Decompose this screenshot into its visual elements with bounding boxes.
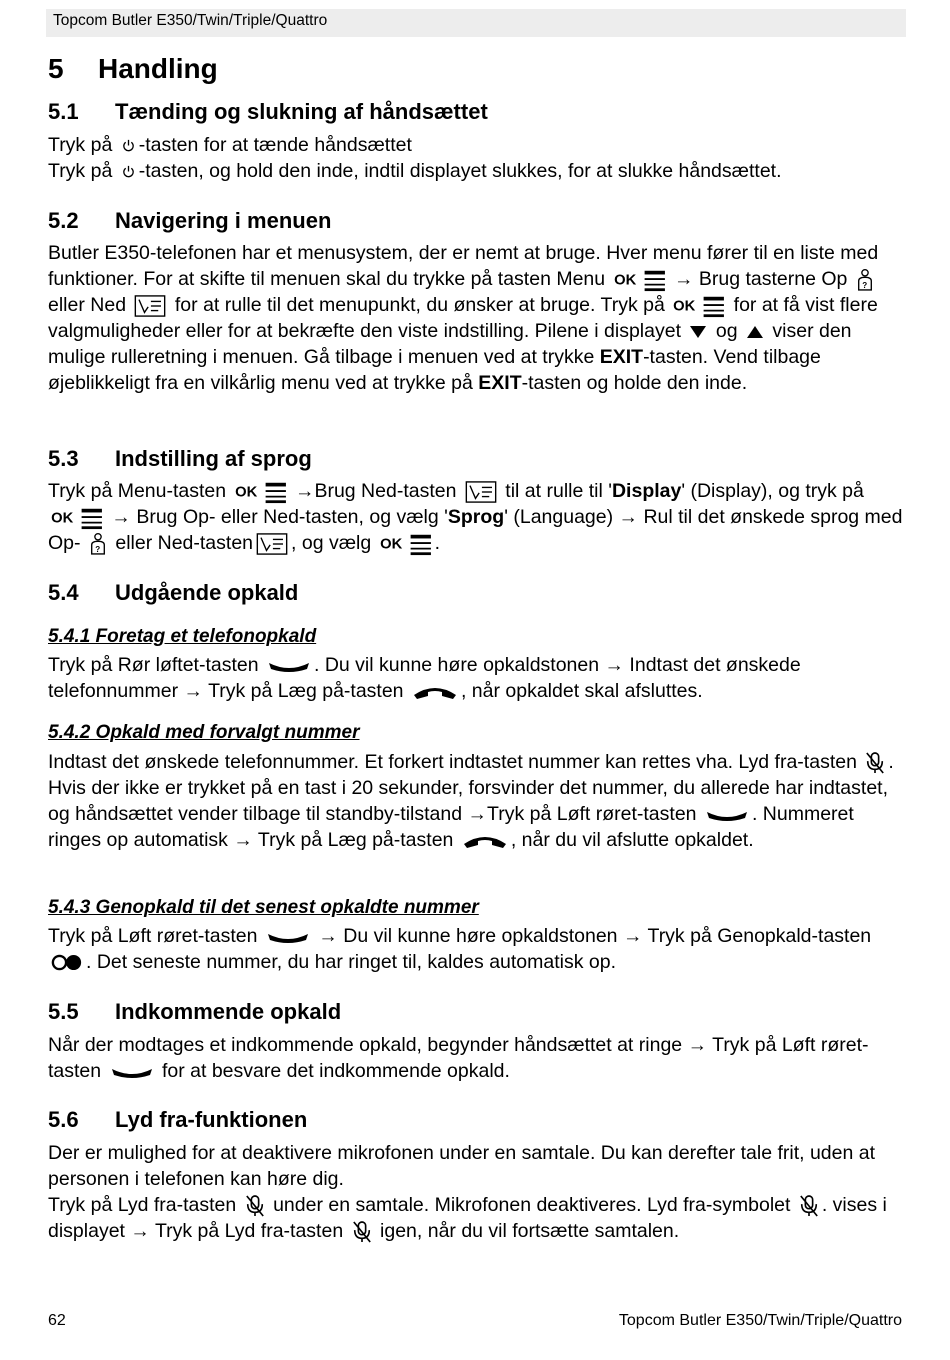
display-label: Display <box>611 480 682 502</box>
page-header <box>46 9 906 37</box>
arrow: → <box>673 268 694 290</box>
ok-menu-icon <box>51 506 103 530</box>
text: for at rulle til det menupunkt, du ønsker at bruge. Tryk på <box>174 294 665 316</box>
section-heading-5-2 <box>48 208 331 234</box>
hang-up-key-icon <box>412 683 458 701</box>
text: Brug Ned-tasten <box>314 480 457 502</box>
footer-title: Topcom Butler E350/Twin/Triple/Quattro <box>618 1312 902 1329</box>
text: . Du vil kunne høre opkaldstonen <box>314 654 600 676</box>
text: , når du vil afslutte opkaldet. <box>510 829 754 851</box>
talk-key-icon <box>110 1065 154 1079</box>
ok-menu-icon <box>380 532 432 556</box>
hang-up-key-icon <box>462 832 508 850</box>
text: -tasten. Vend tilbage øjeblikkeligt fra en vilkårlig menu ved at trykke på <box>48 346 821 394</box>
subsection-heading-5-4-1: 5.4.1 Foretag et telefonopkald <box>48 626 317 647</box>
section-5-1-text <box>48 132 908 184</box>
sprog-label: Sprog <box>447 506 505 528</box>
text: og <box>715 320 738 342</box>
arrow: → <box>467 803 488 825</box>
arrow: → <box>622 925 643 947</box>
section-number: 5.3 <box>48 446 79 471</box>
text: eller Ned-tasten <box>115 532 254 554</box>
text: . vises i displayet <box>48 1194 887 1242</box>
section-title: Udgående opkald <box>115 580 299 605</box>
power-icon <box>121 164 136 179</box>
text: Indtast det ønskede telefonnummer. Et forkert indtastet nummer kan rettes vha. Lyd fra-tasten <box>48 751 857 773</box>
chapter-title: Handling <box>98 53 218 84</box>
subsection-5-4-2-text <box>48 749 908 853</box>
header-title: Topcom Butler E350/Twin/Triple/Quattro <box>53 12 328 29</box>
text: Der er mulighed for at deaktivere mikrofonen under en samtale. Du kan derefter tale frit, uden at personen i telefonen kan høre dig. <box>48 1142 876 1190</box>
text: Når der modtages et indkommende opkald, begynder håndsættet at ringe <box>48 1034 683 1056</box>
section-number: 5.4 <box>48 580 79 605</box>
page-number: 62 <box>48 1312 66 1329</box>
ok-menu-icon <box>235 480 287 504</box>
down-key-icon <box>465 481 497 503</box>
text: Butler E350-telefonen har et menusystem, der er nemt at bruge. Hver menu fører til en liste med funktioner. For at skifte til menuen skal du trykke på tasten Menu <box>48 242 879 290</box>
text: for at få vist flere valgmuligheder eller for at bekræfte den viste indstilling. Pilene i displayet <box>48 294 878 342</box>
text: Indtast det ønskede telefonnummer <box>48 654 801 702</box>
text: . Nummeret ringes op automatisk <box>48 803 854 851</box>
section-heading-5-4 <box>48 580 298 606</box>
text: Tryk på Læg på-tasten <box>203 680 404 702</box>
exit-key-label: EXIT <box>599 346 644 368</box>
subsection-heading-5-4-2: 5.4.2 Opkald med forvalgt nummer <box>48 722 360 743</box>
redial-key-icon <box>51 953 83 972</box>
text: ' (Display), og tryk på <box>681 480 864 502</box>
subsection-5-4-3-text <box>48 923 908 975</box>
chapter-heading <box>48 53 218 85</box>
text: , og vælg <box>291 532 372 554</box>
section-title: Lyd fra-funktionen <box>115 1107 308 1132</box>
section-5-3-text <box>48 478 908 556</box>
section-title: Navigering i menuen <box>115 208 332 233</box>
mute-icon <box>865 751 885 775</box>
section-heading-5-1 <box>48 99 488 125</box>
text: -tasten, og hold den inde, indtil displayet slukkes, for at slukke håndsættet. <box>138 160 782 182</box>
text: eller Ned <box>48 294 127 316</box>
text: Du vil kunne høre opkaldstonen <box>337 925 618 947</box>
down-key-icon <box>134 295 166 317</box>
section-heading-5-6 <box>48 1107 307 1133</box>
arrow: → <box>183 680 203 702</box>
text: Tryk på Lyd fra-tasten <box>149 1220 344 1242</box>
text: for at besvare det indkommende opkald. <box>161 1060 510 1082</box>
text: Tryk på <box>48 134 113 156</box>
arrow: → <box>130 1220 150 1242</box>
text: igen, når du vil fortsætte samtalen. <box>380 1220 680 1242</box>
text: Tryk på Læg på-tasten <box>252 829 454 851</box>
subsection-5-4-1-text <box>48 652 908 704</box>
text: Rul til det ønskede sprog med Op- <box>48 506 903 554</box>
text: Tryk på Løft røret-tasten <box>48 925 258 947</box>
mute-icon <box>799 1194 819 1218</box>
text: Tryk på Menu-tasten <box>48 480 227 502</box>
text: . <box>434 532 441 554</box>
section-heading-5-3 <box>48 446 312 472</box>
section-title: Indstilling af sprog <box>115 446 312 471</box>
arrow: → <box>604 654 625 676</box>
text: under en samtale. Mikrofonen deaktiveres. Lyd fra-symbolet <box>273 1194 791 1216</box>
exit-key-label: EXIT <box>478 372 522 394</box>
section-5-6-text <box>48 1140 908 1244</box>
arrow: → <box>294 480 315 502</box>
subsection-heading-5-4-3: 5.4.3 Genopkald til det senest opkaldte nummer <box>48 897 479 918</box>
text: Tryk på <box>48 160 113 182</box>
up-key-icon <box>89 532 107 556</box>
section-number: 5.6 <box>48 1107 79 1132</box>
power-icon <box>121 138 136 153</box>
section-number: 5.2 <box>48 208 79 233</box>
text: ' (Language) <box>504 506 614 528</box>
ok-menu-icon <box>673 294 725 318</box>
text: Tryk på Løft røret-tasten <box>487 803 697 825</box>
arrow: → <box>233 829 253 851</box>
section-number: 5.5 <box>48 999 79 1024</box>
section-number: 5.1 <box>48 99 79 124</box>
text: Tryk på Lyd fra-tasten <box>48 1194 237 1216</box>
text: Tryk på Rør løftet-tasten <box>48 654 259 676</box>
section-title: Tænding og slukning af håndsættet <box>115 99 488 124</box>
text: -tasten og holde den inde. <box>521 372 748 394</box>
section-5-2-text <box>48 240 908 396</box>
arrow: → <box>111 506 131 528</box>
section-heading-5-5 <box>48 999 341 1025</box>
section-5-5-text <box>48 1032 908 1084</box>
arrow: → <box>318 925 338 947</box>
down-key-icon <box>256 533 288 555</box>
mute-icon <box>352 1220 372 1244</box>
section-title: Indkommende opkald <box>115 999 342 1024</box>
triangle-down-icon <box>689 325 707 339</box>
up-key-icon <box>856 268 874 292</box>
text: -tasten for at tænde håndsættet <box>138 134 412 156</box>
mute-icon <box>245 1194 265 1218</box>
arrow: → <box>618 506 639 528</box>
talk-key-icon <box>267 659 311 673</box>
chapter-number: 5 <box>48 53 64 84</box>
text: Brug tasterne Op <box>698 268 848 290</box>
text: Tryk på Genopkald-tasten <box>642 925 872 947</box>
text: . Hvis der ikke er trykket på en tast i 20 sekunder, forsvinder det nummer, du allerede har indtastet, og håndsættet vender tilbage til standby-tilstand <box>48 751 894 825</box>
talk-key-icon <box>705 808 749 822</box>
text: viser den mulige rulleretning i menuen. Gå tilbage i menuen ved at trykke <box>48 320 852 368</box>
talk-key-icon <box>266 930 310 944</box>
text: , når opkaldet skal afsluttes. <box>460 680 703 702</box>
text: til at rulle til ' <box>505 480 612 502</box>
text: . Det seneste nummer, du har ringet til, kaldes automatisk op. <box>86 951 617 973</box>
triangle-up-icon <box>746 325 764 339</box>
arrow: → <box>687 1034 708 1056</box>
text: Tryk på Løft røret-tasten <box>48 1034 869 1082</box>
ok-menu-icon <box>614 268 666 292</box>
text: Brug Op- eller Ned-tasten, og vælg ' <box>130 506 448 528</box>
